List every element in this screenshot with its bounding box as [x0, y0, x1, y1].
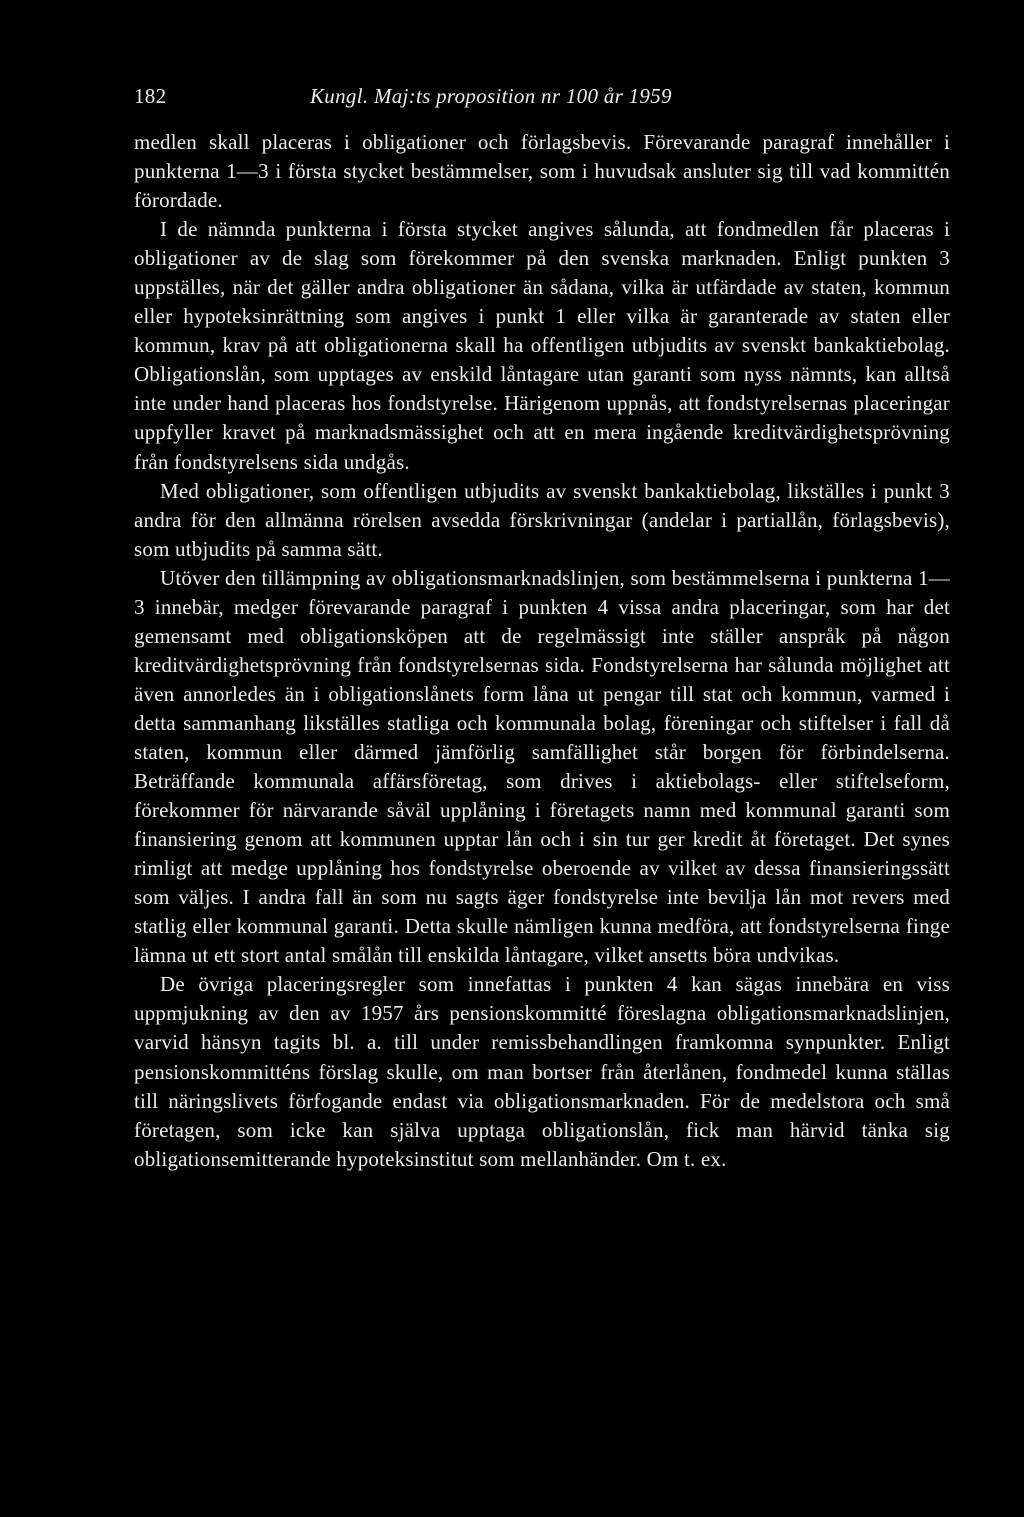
paragraph-5: De övriga placeringsregler som innefattas i punkten 4 kan sägas innebära en viss uppmjukning av den av 1957 års pensionskommitté föreslagna obligationsmarknadslinjen, varvid hänsyn tagits bl. a. till under remissbehandlingen framkomna synpunkter. Enligt pensionskommitténs förslag skulle, om man bortser från återlånen, fondmedel kunna ställas till näringslivets förfogande endast via obligationsmarknaden. För de medelstora och små företagen, som icke kan själva upptaga obligationslån, fick man härvid tänka sig obligationsemitterande hypoteksinstitut som mellanhänder. Om t. ex.	[134, 972, 950, 1171]
page-number: 182	[134, 84, 167, 108]
paragraph-1: medlen skall placeras i obligationer och förlagsbevis. Förevarande paragraf innehåller i punkterna 1—3 i första stycket bestämmelser, som i huvudsak ansluter sig till vad kommittén förordade.	[134, 130, 950, 213]
document-page	[134, 84, 950, 1174]
body-text	[134, 128, 950, 1174]
paragraph-4: Utöver den tillämpning av obligationsmarknadslinjen, som bestämmelserna i punkterna 1—3 innebär, medger förevarande paragraf i punkten 4 vissa andra placeringar, som har det gemensamt med obligationsköpen att de regelmässigt inte ställer anspråk på någon kreditvärdighetsprövning från fondstyrelsernas sida. Fondstyrelserna har sålunda möjlighet att även annorledes än i obligationslånets form låna ut pengar till stat och kommun, varmed i detta sammanhang likställes statliga och kommunala bolag, föreningar och stiftelser i fall då staten, kommun eller därmed jämförlig samfällighet står borgen för förbindelserna. Beträffande kommunala affärsföretag, som drives i aktiebolags- eller stiftelseform, förekommer för närvarande såväl upplåning i företagets namn med kommunal garanti som finansiering genom att kommunen upptar lån och i sin tur ger kredit åt företaget. Det synes rimligt att medge upplåning hos fondstyrelse oberoende av vilket av dessa finansieringssätt som väljes. I andra fall än som nu sagts äger fondstyrelse inte bevilja lån mot revers med statlig eller kommunal garanti. Detta skulle nämligen kunna medföra, att fondstyrelserna finge lämna ut ett stort antal smålån till enskilda låntagare, vilket ansetts böra undvikas.	[134, 565, 950, 968]
running-title: Kungl. Maj:ts proposition nr 100 år 1959	[310, 84, 672, 108]
paragraph-3: Med obligationer, som offentligen utbjudits av svenskt bankaktiebolag, likställes i punkt 3 andra för den allmänna rörelsen avsedda förskrivningar (andelar i partiallån, förlagsbevis), som utbjudits på samma sätt.	[134, 478, 950, 561]
paragraph-2: I de nämnda punkterna i första stycket angives sålunda, att fondmedlen får placeras i obligationer av de slag som förekommer på den svenska marknaden. Enligt punkten 3 uppställes, när det gäller andra obligationer än sådana, vilka är utfärdade av staten, kommun eller hypoteksinrättning som angives i punkt 1 eller vilka är garanterade av staten eller kommun, krav på att obligationerna skall ha offentligen utbjudits av svenskt bankaktiebolag. Obligationslån, som upptages av enskild låntagare utan garanti som nyss nämnts, kan alltså inte under hand placeras hos fondstyrelse. Härigenom uppnås, att fondstyrelsernas placeringar uppfyller kravet på marknadsmässighet och att en mera ingående kreditvärdighetsprövning från fondstyrelsens sida undgås.	[134, 217, 950, 474]
page-header	[134, 84, 950, 118]
